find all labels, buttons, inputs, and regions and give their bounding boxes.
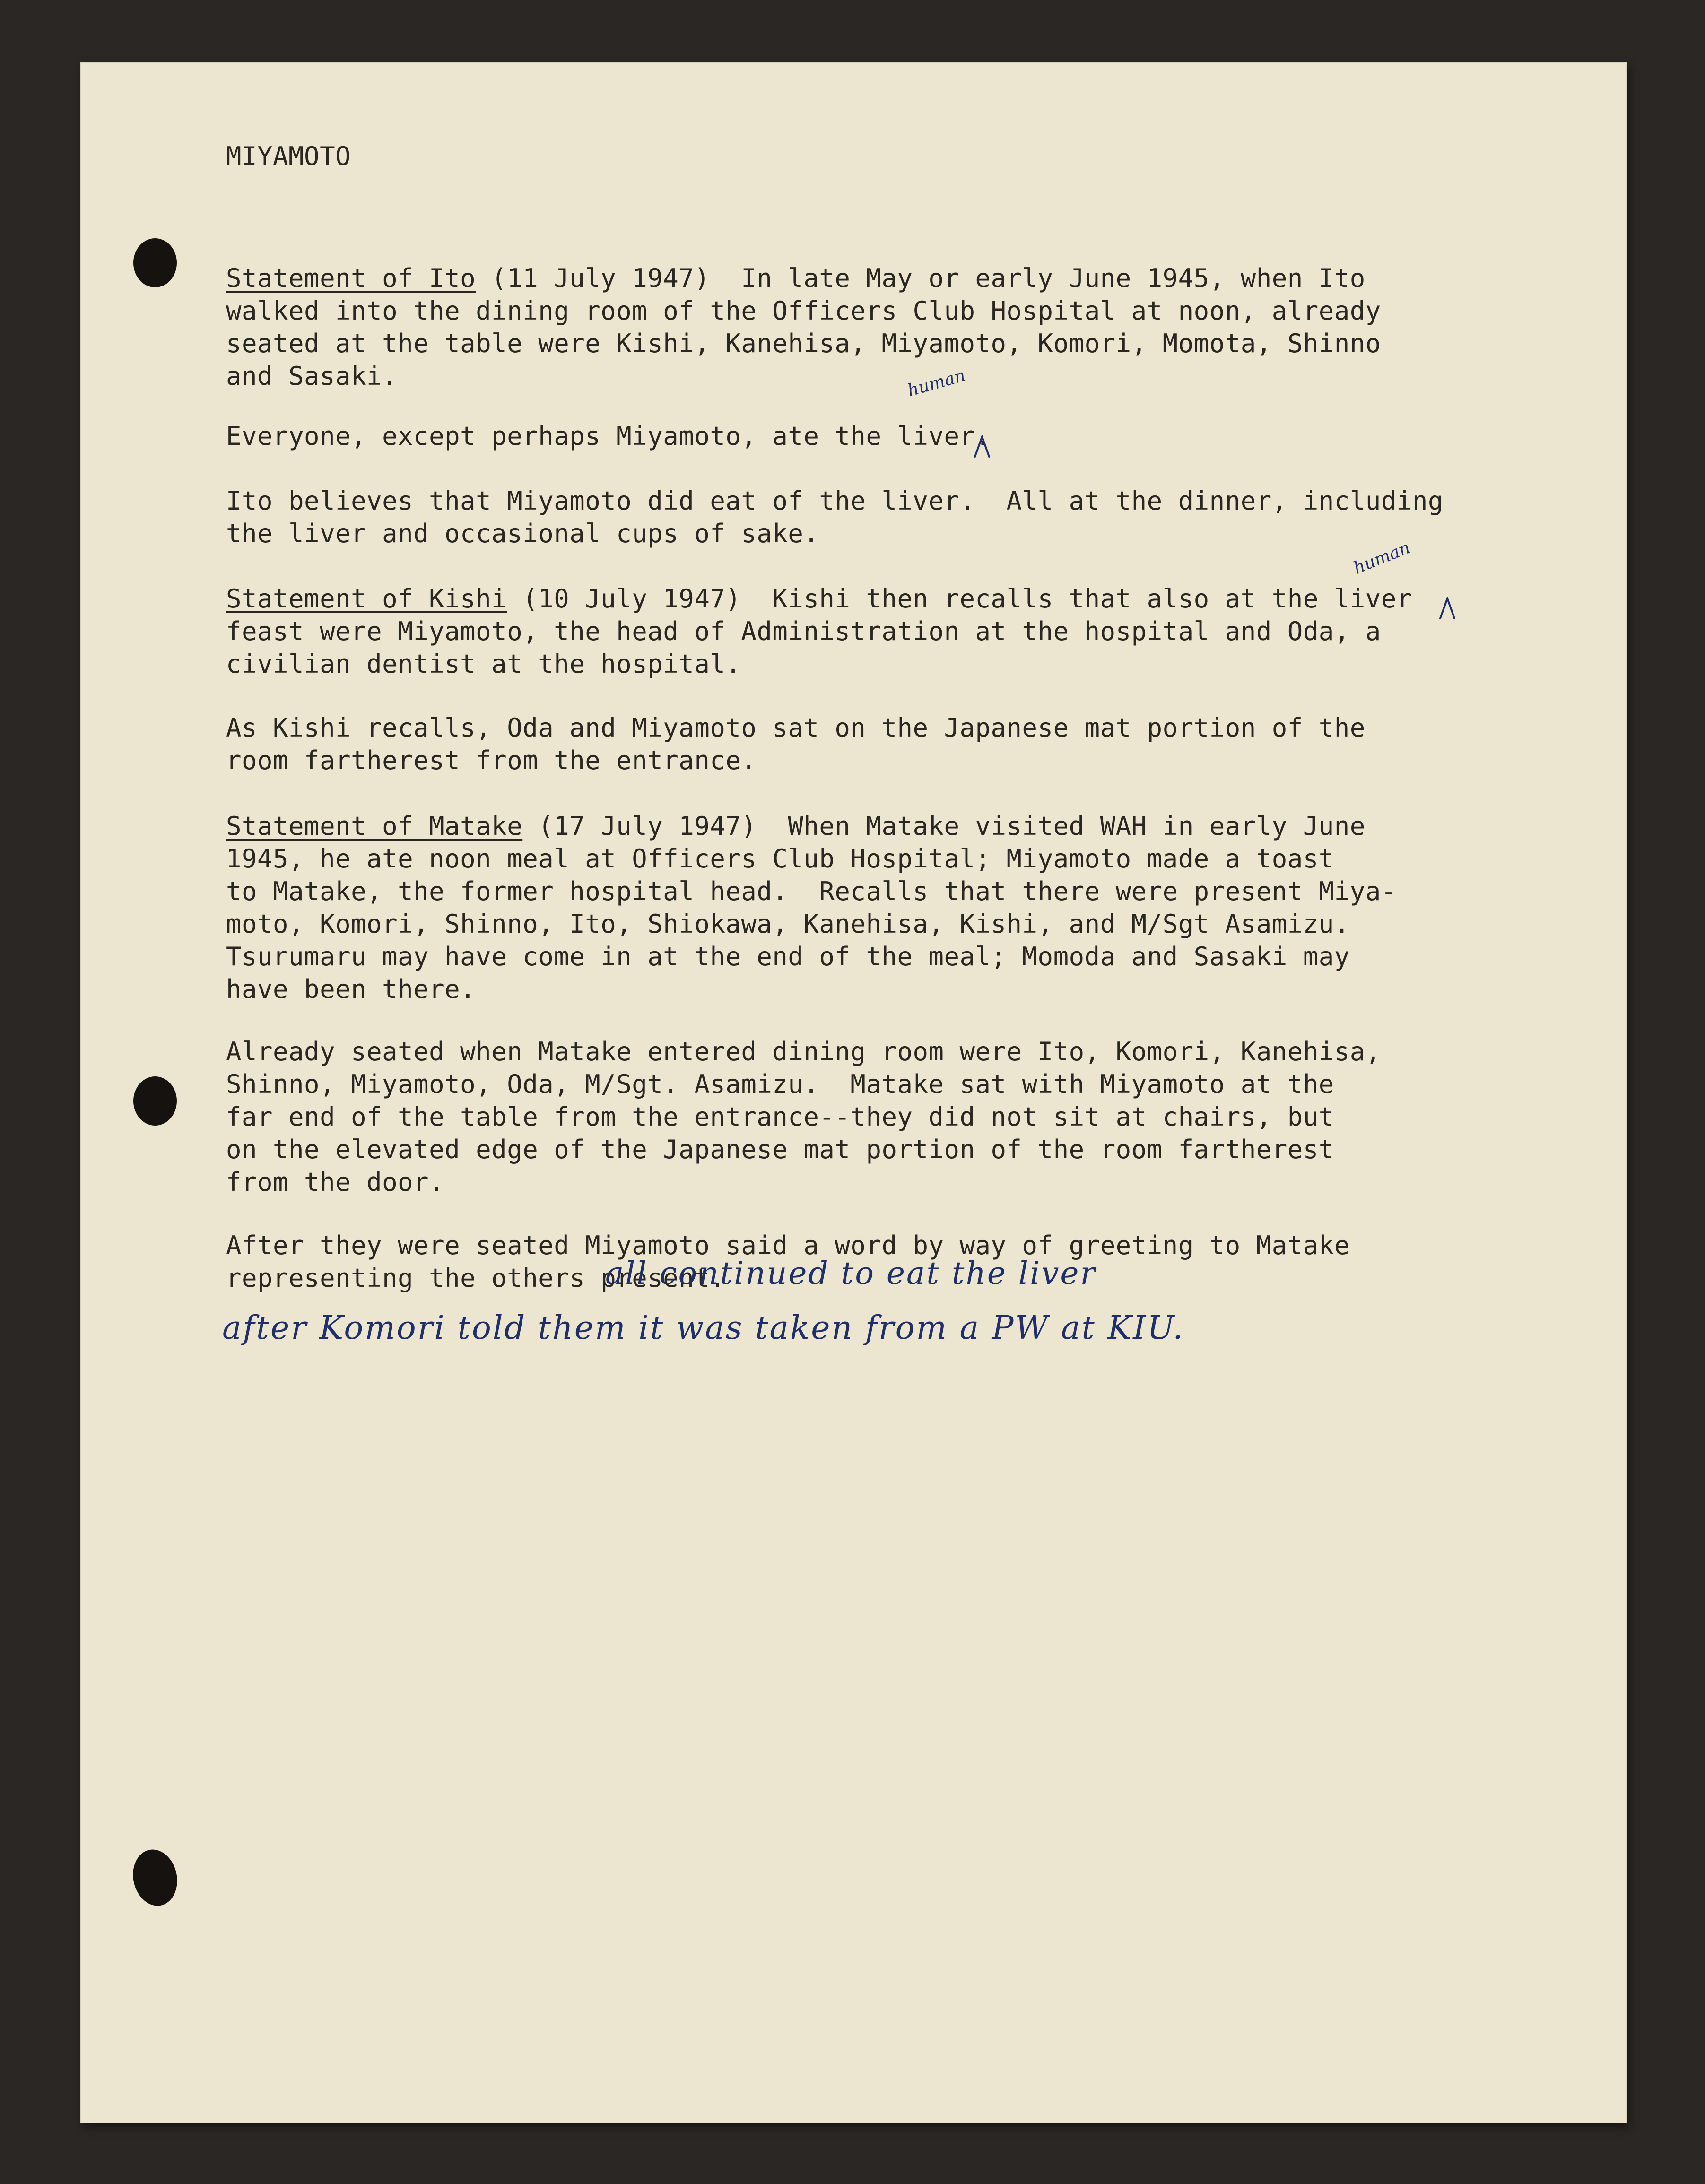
insertion-caret-icon xyxy=(1438,597,1456,619)
paragraph-line: 1945, he ate noon meal at Officers Club Hospital; Miyamoto made a toast xyxy=(226,844,1334,874)
statement-heading: Statement of Ito xyxy=(226,263,476,293)
paragraph-kishi xyxy=(226,582,1412,680)
punch-hole xyxy=(133,238,177,287)
paragraph-line: on the elevated edge of the Japanese mat portion of the room fartherest xyxy=(226,1135,1334,1164)
paragraph-line: from the door. xyxy=(226,1167,445,1197)
paragraph-line: moto, Komori, Shinno, Ito, Shiokawa, Kanehisa, Kishi, and M/Sgt Asamizu. xyxy=(226,909,1350,939)
punch-hole xyxy=(128,1846,183,1910)
handwritten-insertion: human xyxy=(905,365,968,401)
paragraph-kishi-recall xyxy=(226,711,1366,777)
paragraph-line: to Matake, the former hospital head. Recalls that there were present Miya- xyxy=(226,876,1397,906)
paragraph-line: feast were Miyamoto, the head of Administration at the hospital and Oda, a xyxy=(226,616,1381,646)
paragraph-line: representing the others present. xyxy=(226,1263,726,1293)
paragraph-everyone xyxy=(226,420,991,452)
paragraph-line: (10 July 1947) Kishi then recalls that also at the liver xyxy=(507,584,1412,614)
paragraph-line: As Kishi recalls, Oda and Miyamoto sat on the Japanese mat portion of the xyxy=(226,713,1366,743)
paragraph-line: Already seated when Matake entered dining room were Ito, Komori, Kanehisa, xyxy=(226,1037,1381,1066)
paragraph-line: After they were seated Miyamoto said a word by way of greeting to Matake xyxy=(226,1231,1350,1260)
paragraph-line: room fartherest from the entrance. xyxy=(226,745,757,775)
paragraph-line: civilian dentist at the hospital. xyxy=(226,649,741,679)
paragraph-believes xyxy=(226,485,1444,550)
handwritten-annotation: after Komori told them it was taken from a PW at KIU. xyxy=(222,1309,1184,1347)
paragraph-ito xyxy=(226,262,1381,392)
paragraph-line: have been there. xyxy=(226,974,476,1004)
paragraph-seated xyxy=(226,1035,1381,1198)
statement-heading: Statement of Kishi xyxy=(226,584,507,614)
document-heading: MIYAMOTO xyxy=(226,141,351,171)
paragraph-line: Everyone, except perhaps Miyamoto, ate the liver. xyxy=(226,421,991,451)
paragraph-line: (17 July 1947) When Matake visited WAH in early June xyxy=(522,811,1366,841)
insertion-caret-icon xyxy=(973,435,991,458)
paragraph-line: walked into the dining room of the Officers Club Hospital at noon, already xyxy=(226,296,1381,326)
paragraph-matake xyxy=(226,810,1397,1005)
paragraph-line: (11 July 1947) In late May or early June 1945, when Ito xyxy=(476,263,1366,293)
statement-heading: Statement of Matake xyxy=(226,811,523,841)
paragraph-line: Tsurumaru may have come in at the end of the meal; Momoda and Sasaki may xyxy=(226,942,1350,971)
handwritten-insertion: human xyxy=(1350,538,1413,578)
paragraph-line: Shinno, Miyamoto, Oda, M/Sgt. Asamizu. Matake sat with Miyamoto at the xyxy=(226,1069,1334,1099)
paragraph-line: seated at the table were Kishi, Kanehisa, Miyamoto, Komori, Momota, Shinno xyxy=(226,329,1381,358)
paragraph-line: the liver and occasional cups of sake. xyxy=(226,519,819,548)
paragraph-line: far end of the table from the entrance--they did not sit at chairs, but xyxy=(226,1102,1334,1132)
paragraph-line: and Sasaki. xyxy=(226,361,398,391)
punch-hole xyxy=(133,1076,177,1126)
handwritten-annotation: all continued to eat the liver xyxy=(605,1255,1097,1291)
paragraph-line: Ito believes that Miyamoto did eat of the liver. All at the dinner, including xyxy=(226,486,1444,516)
